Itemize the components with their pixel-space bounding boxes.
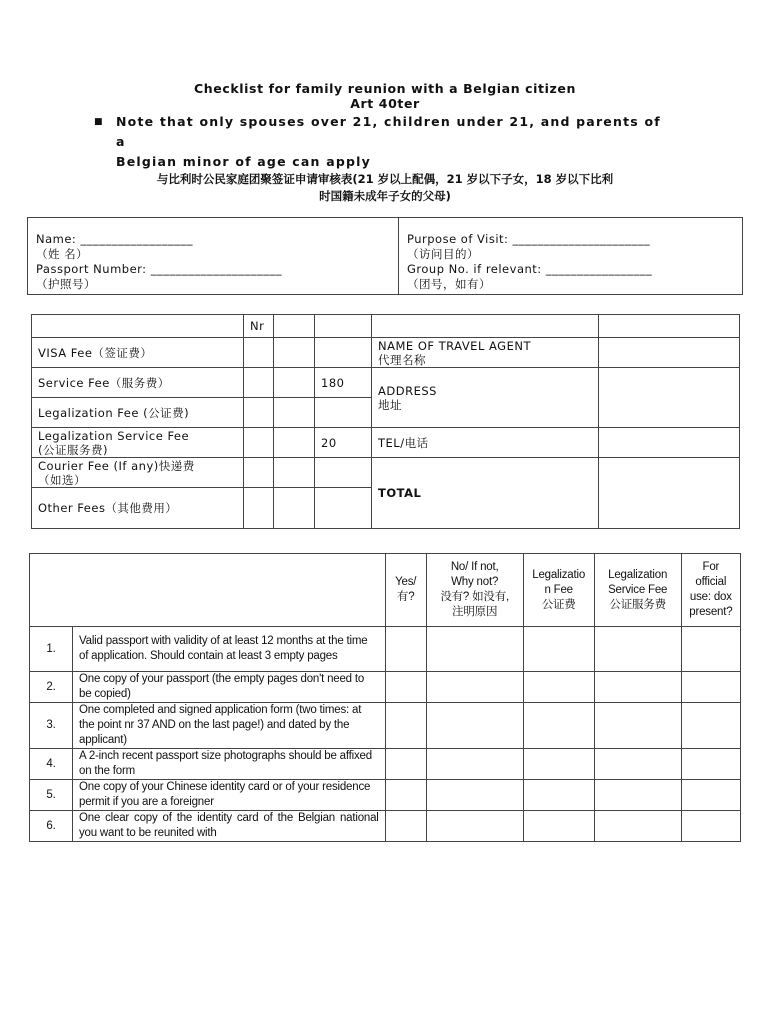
requirement-text: One copy of your Chinese identity card or of your residence permit if you are a foreigner	[73, 780, 386, 811]
chinese-title	[60, 171, 710, 205]
other-fees-nr[interactable]	[244, 488, 274, 529]
requirement-text: A 2-inch recent passport size photographs should be affixed on the form	[73, 749, 386, 780]
table-row	[30, 811, 741, 842]
legal-fee-header-line-2: n Fee	[544, 583, 573, 596]
tel-value[interactable]	[599, 428, 740, 458]
agent-name-cn: 代理名称	[378, 352, 426, 367]
fee-header-blank	[32, 315, 244, 338]
legal-service-fee-nr-2[interactable]	[274, 428, 315, 458]
eligibility-note	[96, 112, 676, 172]
courier-en: Courier Fee (If any)快递费	[38, 458, 195, 473]
official-header-line-2: use: dox	[689, 591, 732, 603]
service-fee-nr[interactable]	[244, 368, 274, 398]
chinese-title-line-2: 时国籍未成年子女的父母)	[319, 189, 451, 203]
legal-fee-cell[interactable]	[523, 672, 594, 703]
yes-cell[interactable]	[385, 749, 426, 780]
no-header-line-2: Why not?	[451, 576, 499, 588]
yes-header-en: Yes/	[395, 576, 417, 588]
agent-name-label	[372, 338, 599, 368]
other-fees-label: Other Fees（其他费用）	[32, 488, 244, 529]
service-fee-value[interactable]: 180	[315, 368, 372, 398]
legal-service-header-line-1: Legalization	[608, 568, 668, 581]
applicant-left-cell	[28, 218, 399, 295]
table-row	[30, 627, 741, 672]
legalization-fee-value[interactable]	[315, 398, 372, 428]
official-header-line-3: present?	[689, 606, 733, 618]
group-label-cn: （团号，如有）	[407, 277, 491, 291]
courier-cn: （如选）	[38, 472, 86, 487]
no-cell[interactable]	[426, 672, 523, 703]
no-header-line-4: 注明原因	[452, 606, 498, 618]
legal-service-header	[594, 554, 681, 627]
yes-cell[interactable]	[385, 703, 426, 749]
yes-header	[385, 554, 426, 627]
row-number: 2.	[30, 672, 73, 703]
requirement-text: One copy of your passport (the empty pages don't need to be copied)	[73, 672, 386, 703]
yes-cell[interactable]	[385, 811, 426, 842]
official-use-cell[interactable]	[681, 780, 740, 811]
legal-fee-cell[interactable]	[523, 703, 594, 749]
table-row	[30, 703, 741, 749]
legal-fee-header-line-3: 公证费	[541, 598, 576, 611]
no-header	[426, 554, 523, 627]
legal-service-cell[interactable]	[594, 627, 681, 672]
note-line-2: Belgian minor of age can apply	[116, 154, 371, 169]
no-cell[interactable]	[426, 780, 523, 811]
official-use-cell[interactable]	[681, 627, 740, 672]
passport-field[interactable]: Passport Number: _____________________	[36, 262, 282, 276]
legalization-fee-nr-2[interactable]	[274, 398, 315, 428]
row-number: 5.	[30, 780, 73, 811]
document-title: Checklist for family reunion with a Belgian citizen	[194, 81, 576, 96]
document-checklist-table	[29, 553, 741, 842]
legal-service-cn: (公证服务费)	[38, 442, 108, 457]
service-fee-nr-2[interactable]	[274, 368, 315, 398]
chinese-title-line-1: 与比利时公民家庭团聚签证申请审核表(21 岁以上配偶，21 岁以下子女，18 岁以下比利	[156, 172, 614, 186]
value-blank	[315, 315, 372, 338]
yes-cell[interactable]	[385, 627, 426, 672]
legal-service-en: Legalization Service Fee	[38, 428, 190, 443]
visa-fee-label: VISA Fee（签证费）	[32, 338, 244, 368]
group-field[interactable]: Group No. if relevant: _________________	[407, 262, 653, 276]
agent-name-en: NAME OF TRAVEL AGENT	[378, 338, 531, 353]
total-value[interactable]	[599, 458, 740, 529]
courier-fee-label	[32, 458, 244, 488]
legal-fee-cell[interactable]	[523, 811, 594, 842]
bullet-icon: ■	[94, 117, 104, 127]
other-fees-nr-2[interactable]	[274, 488, 315, 529]
address-value[interactable]	[599, 368, 740, 428]
official-use-cell[interactable]	[681, 749, 740, 780]
legal-service-cell[interactable]	[594, 672, 681, 703]
tel-label: TEL/电话	[372, 428, 599, 458]
table-row	[30, 780, 741, 811]
no-cell[interactable]	[426, 811, 523, 842]
no-header-line-3: 没有? 如没有,	[440, 591, 509, 603]
visa-fee-nr-2[interactable]	[274, 338, 315, 368]
official-use-cell[interactable]	[681, 672, 740, 703]
no-cell[interactable]	[426, 749, 523, 780]
legal-service-cell[interactable]	[594, 811, 681, 842]
row-number: 4.	[30, 749, 73, 780]
legal-service-cell[interactable]	[594, 703, 681, 749]
legal-fee-header	[523, 554, 594, 627]
address-label	[372, 368, 599, 428]
agent-value-blank	[599, 315, 740, 338]
legal-service-fee-label	[32, 428, 244, 458]
legal-service-cell[interactable]	[594, 780, 681, 811]
legal-service-fee-value[interactable]: 20	[315, 428, 372, 458]
purpose-label-cn: （访问目的）	[407, 247, 479, 261]
yes-cell[interactable]	[385, 780, 426, 811]
requirement-text: One clear copy of the identity card of the Belgian national you want to be reunited with	[73, 811, 386, 842]
no-header-line-1: No/ If not,	[450, 561, 499, 573]
applicant-info-table	[27, 217, 743, 295]
row-number: 6.	[30, 811, 73, 842]
courier-fee-nr-2[interactable]	[274, 458, 315, 488]
legal-fee-cell[interactable]	[523, 749, 594, 780]
applicant-right-cell	[399, 218, 743, 295]
legalization-fee-nr[interactable]	[244, 398, 274, 428]
name-field[interactable]: Name: __________________	[36, 232, 193, 246]
courier-fee-nr[interactable]	[244, 458, 274, 488]
document-subtitle: Art 40ter	[350, 96, 420, 111]
legal-fee-header-line-1: Legalizatio	[532, 568, 586, 581]
row-number: 3.	[30, 703, 73, 749]
passport-label-cn: （护照号）	[36, 277, 96, 291]
table-row	[30, 672, 741, 703]
name-label-cn: （姓 名）	[36, 247, 89, 261]
agent-name-value[interactable]	[599, 338, 740, 368]
legal-service-header-line-3: 公证服务费	[609, 598, 666, 611]
visa-fee-value[interactable]	[315, 338, 372, 368]
yes-header-cn: 有?	[396, 591, 415, 603]
total-label: TOTAL	[372, 458, 599, 529]
official-header-line-1: For official	[695, 561, 727, 588]
visa-fee-nr[interactable]	[244, 338, 274, 368]
address-cn: 地址	[378, 397, 402, 412]
nr-blank	[274, 315, 315, 338]
checklist-header-blank	[30, 554, 386, 627]
official-use-header	[681, 554, 740, 627]
official-use-cell[interactable]	[681, 811, 740, 842]
address-en: ADDRESS	[378, 383, 437, 398]
fee-table	[31, 314, 740, 529]
legal-service-header-line-2: Service Fee	[608, 583, 668, 596]
requirement-text: One completed and signed application form (two times: at the point nr 37 AND on the last page!) and dated by the applicant)	[73, 703, 386, 749]
legalization-fee-label: Legalization Fee (公证费)	[32, 398, 244, 428]
note-line-1: Note that only spouses over 21, children under 21, and parents of a	[116, 114, 661, 149]
yes-cell[interactable]	[385, 672, 426, 703]
nr-header: Nr	[244, 315, 274, 338]
legal-fee-cell[interactable]	[523, 627, 594, 672]
legal-service-fee-nr[interactable]	[244, 428, 274, 458]
legal-fee-cell[interactable]	[523, 780, 594, 811]
service-fee-label: Service Fee（服务费）	[32, 368, 244, 398]
legal-service-cell[interactable]	[594, 749, 681, 780]
requirement-text: Valid passport with validity of at least 12 months at the time of application. Should contain at least 3 empty pages	[73, 627, 386, 672]
row-number: 1.	[30, 627, 73, 672]
no-cell[interactable]	[426, 627, 523, 672]
official-use-cell[interactable]	[681, 703, 740, 749]
agent-header-blank	[372, 315, 599, 338]
other-fees-value[interactable]	[315, 488, 372, 529]
courier-fee-value[interactable]	[315, 458, 372, 488]
purpose-field[interactable]: Purpose of Visit: ______________________	[407, 232, 651, 246]
table-row	[30, 749, 741, 780]
no-cell[interactable]	[426, 703, 523, 749]
